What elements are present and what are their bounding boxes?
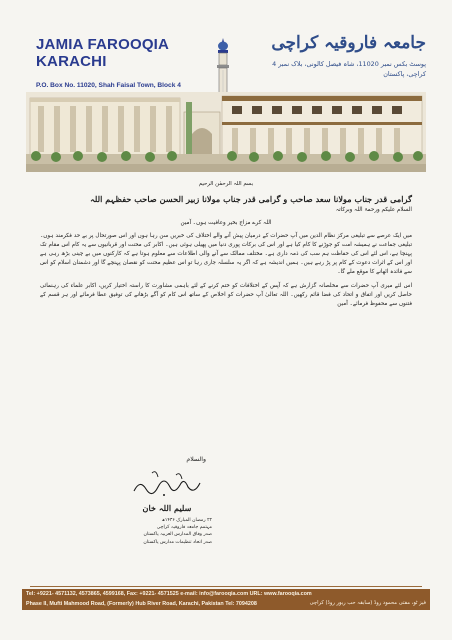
footer-bar <box>22 589 430 610</box>
footer-address: Phase II, Mufti Mahmood Road, (Formerly) Hub River Road, Karachi, Pakistan Tel: 7094208 <box>26 601 257 607</box>
letterhead-urdu <box>256 32 426 79</box>
signer-title-3: صدر اتحاد تنظیمات مدارس پاکستان <box>143 539 212 545</box>
minaret-logo <box>211 36 235 98</box>
signer-title-2: صدر وفاق المدارس العربیہ پاکستان <box>143 532 212 538</box>
institution-title-urdu: جامعہ فاروقیہ کراچی <box>271 33 426 53</box>
greeting: السلام علیکم ورحمۃ اللہ وبرکاتہ <box>335 207 412 214</box>
signature-block <box>122 456 212 546</box>
institution-title-english: JAMIA FAROOQIA KARACHI <box>36 36 169 70</box>
salutation: گرامی قدر جناب مولانا سعد صاحب و گرامی قدر جناب مولانا زبیر الحسن صاحب حفظہم اللہ <box>90 194 412 205</box>
opening-dua: اللہ کرے مزاج بخیر وعافیت ہوں۔ آمین <box>180 220 272 227</box>
signer-title-1: مہتمم جامعہ فاروقیہ کراچی <box>156 525 212 531</box>
signer-name: سلیم اللہ خان <box>142 503 192 513</box>
handwritten-signature <box>124 465 210 505</box>
closing-text: والسلام <box>186 456 206 463</box>
bismillah: بسم اللہ الرحمٰن الرحیم <box>198 181 254 187</box>
letter-body <box>40 180 412 313</box>
campus-building-illustration <box>26 92 426 172</box>
letter-date: ۲۲ رمضان المبارک ۱۴۳۶ھ <box>161 518 212 523</box>
footer-address-urdu: فیز ٹو، مفتی محمود روڈ (سابقہ حب ریور روڈ) کراچی <box>309 600 426 606</box>
address-english-line-1: P.O. Box No. 11020, Shah Faisal Town, Block 4 <box>36 82 181 89</box>
signer-details <box>122 517 212 546</box>
footer-divider <box>30 586 422 587</box>
address-urdu <box>256 59 426 79</box>
letter-paragraph: اس لئے میری آپ حضرات سے مخلصانہ گزارش ہے کہ آپس کے اختلافات کو ختم کرنے کے لئے باہمی مشاورت کا راستہ اختیار کریں، اکابر علماء کی رہنمائی حاصل کریں اور اتفاق و اتحاد کی فضا قائم رکھیں۔ اللہ تعالیٰ آپ حضرات کو اخلاص کے ساتھ اس کام کو آگے بڑھانے کی توفیق عطا فرمائے اور ہر قسم کے فتنوں سے محفوظ فرمائے۔ آمین <box>40 282 412 308</box>
letter-paragraph: میں ایک عرصے سے تبلیغی مرکز نظام الدین میں آپ حضرات کے درمیان پیش آنے والے اختلاف کی خبریں سن رہا ہوں اور اس صورتحال پر بے حد فکرمند ہوں۔ تبلیغی جماعت نے ہمیشہ امت کو جوڑنے کا کام کیا ہے اور اس کی برکات پوری دنیا میں پھیلی ہوئی ہیں۔ اکابر کی محنت اور قربانیوں سے یہ کام اس مقام تک پہنچا ہے، اس لئے اس کی حفاظت ہم سب کی ذمہ داری ہے۔ مختلف ممالک سے آنے والی اطلاعات سے معلوم ہوتا ہے کہ کارکنوں میں بے چینی بڑھ رہی ہے اور اس کے اثرات دعوت کے کام پر پڑ رہے ہیں۔ ہمیں اندیشہ ہے کہ اگر یہ سلسلہ جاری رہا تو اس عظیم محنت کو نقصان پہنچے گا اور دشمنان اسلام کو اس سے فائدہ اٹھانے کا موقع ملے گا۔ <box>40 232 412 276</box>
address-urdu-line-1: پوسٹ بکس نمبر 11020، شاہ فیصل کالونی، بلاک نمبر 4 <box>272 60 426 68</box>
address-urdu-line-2: کراچی، پاکستان <box>383 70 426 78</box>
footer-contact: Tel: +9221- 4571132, 4573865, 4599168, Fax: +9221- 4571525 e-mail: info@farooqia.com URL: www.farooqia.com <box>26 591 312 597</box>
